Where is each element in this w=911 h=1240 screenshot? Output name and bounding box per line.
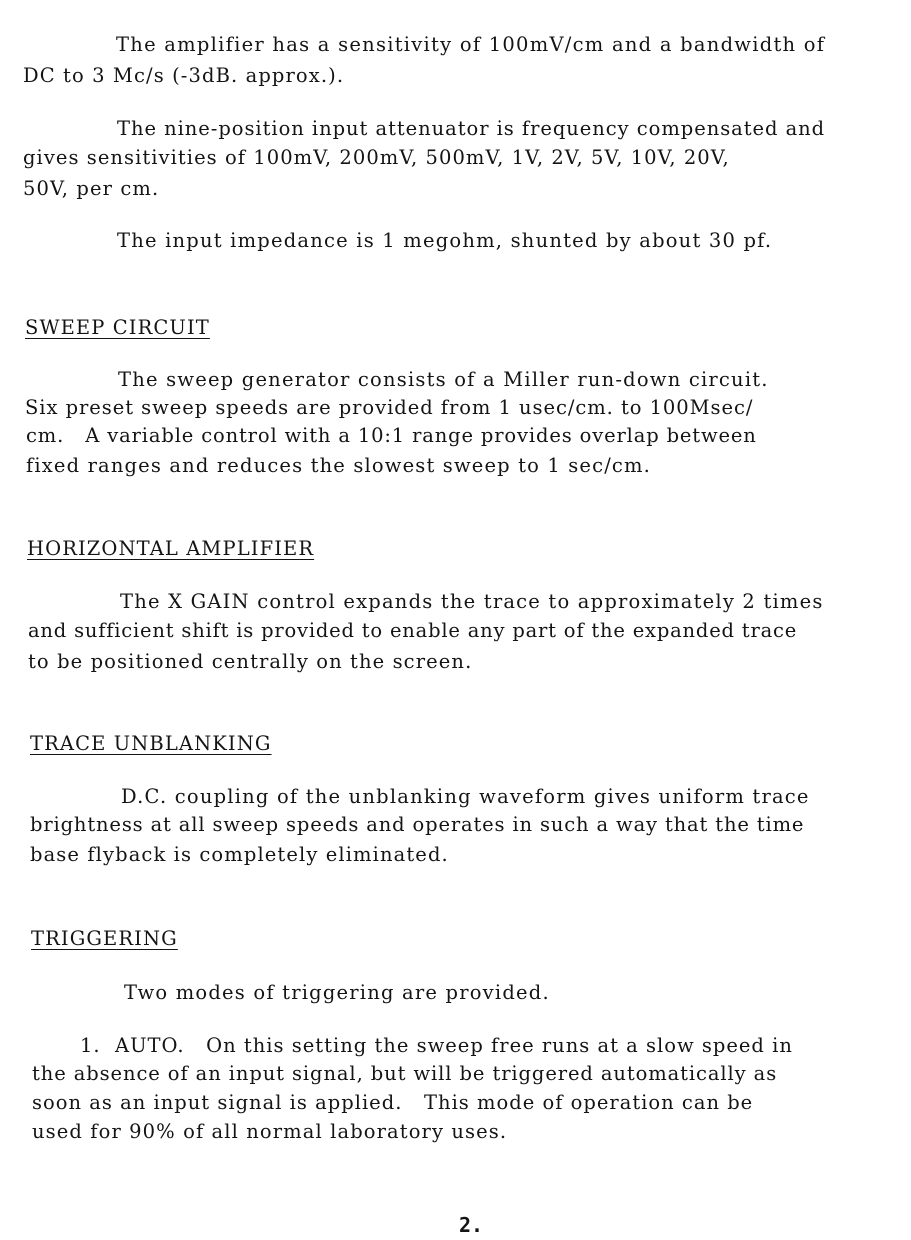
paragraph-line: brightness at all sweep speeds and operates in such a way that the time <box>30 813 805 836</box>
paragraph-line: fixed ranges and reduces the slowest sweep to 1 sec/cm. <box>26 454 651 477</box>
paragraph-line: The input impedance is 1 megohm, shunted by about 30 pf. <box>117 229 773 252</box>
list-item-line: 1. AUTO. On this setting the sweep free runs at a slow speed in <box>80 1034 793 1057</box>
paragraph-line: The amplifier has a sensitivity of 100mV/cm and a bandwidth of <box>116 33 826 56</box>
paragraph-line: The nine-position input attenuator is frequency compensated and <box>117 117 826 140</box>
paragraph-line: Six preset sweep speeds are provided from 1 usec/cm. to 100Msec/ <box>25 396 754 419</box>
section-heading-horizontal-amplifier: HORIZONTAL AMPLIFIER <box>27 537 315 560</box>
paragraph-line: Two modes of triggering are provided. <box>124 981 550 1004</box>
section-heading-triggering: TRIGGERING <box>31 927 178 950</box>
page-number: 2. <box>459 1213 484 1237</box>
list-item-line: soon as an input signal is applied. This mode of operation can be <box>32 1091 754 1114</box>
paragraph-line: and sufficient shift is provided to enable any part of the expanded trace <box>28 619 798 642</box>
list-item-line: the absence of an input signal, but will be triggered automatically as <box>32 1062 778 1085</box>
paragraph-line: gives sensitivities of 100mV, 200mV, 500mV, 1V, 2V, 5V, 10V, 20V, <box>23 146 730 169</box>
section-heading-sweep-circuit: SWEEP CIRCUIT <box>25 316 210 339</box>
paragraph-line: DC to 3 Mc/s (-3dB. approx.). <box>23 64 345 87</box>
list-item-line: used for 90% of all normal laboratory uses. <box>32 1120 508 1143</box>
section-heading-trace-unblanking: TRACE UNBLANKING <box>30 732 272 755</box>
paragraph-line: D.C. coupling of the unblanking waveform gives uniform trace <box>121 785 810 808</box>
paragraph-line: 50V, per cm. <box>23 177 160 200</box>
paragraph-line: The X GAIN control expands the trace to approximately 2 times <box>120 590 824 613</box>
paragraph-line: base flyback is completely eliminated. <box>30 843 449 866</box>
paragraph-line: to be positioned centrally on the screen. <box>28 650 473 673</box>
paragraph-line: The sweep generator consists of a Miller run-down circuit. <box>118 368 769 391</box>
paragraph-line: cm. A variable control with a 10:1 range provides overlap between <box>26 424 757 447</box>
